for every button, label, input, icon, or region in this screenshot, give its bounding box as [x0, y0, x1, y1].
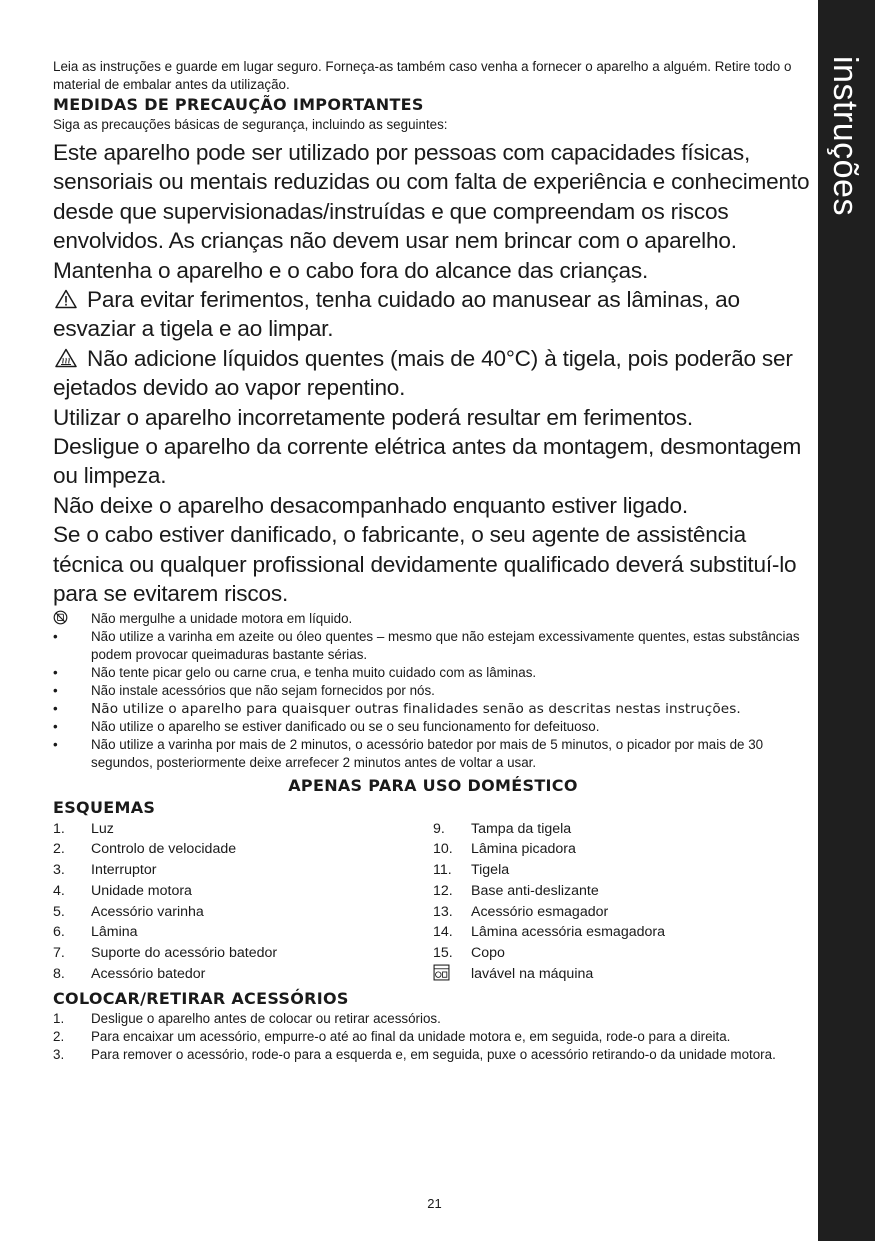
schemes-heading: ESQUEMAS: [53, 797, 156, 817]
part-item: [433, 819, 813, 840]
step-number: 2.: [53, 1028, 65, 1044]
part-label: Base anti-deslizante: [471, 882, 599, 899]
domestic-use-heading: APENAS PARA USO DOMÉSTICO: [288, 775, 578, 795]
part-label: Lâmina picadora: [471, 841, 576, 858]
step-text: Para remover o acessório, rode-o para a esquerda e, em seguida, puxe o acessório retirando-o da unidade motora.: [91, 1046, 776, 1062]
part-item: [53, 943, 433, 964]
no-immerse-marker: [53, 610, 91, 628]
bullet-row: [53, 682, 813, 700]
no-immerse-text: Não mergulhe a unidade motora em líquido.: [91, 610, 353, 626]
precaution-capacity: Este aparelho pode ser utilizado por pessoas com capacidades físicas, sensoriais ou mentais reduzidas ou com falta de experiência e conhecimento desde que supervisionadas/instruídas e que compreendam os riscos envolvidos. As crianças não devem usar nem brincar com o aparelho. Mantenha o aparelho e o cabo fora do alcance das crianças.: [53, 140, 810, 283]
part-label: Controlo de velocidade: [91, 841, 237, 858]
part-label: Tigela: [471, 862, 510, 879]
part-number: 3.: [53, 862, 65, 879]
parts-list: [53, 819, 813, 986]
accessories-heading: COLOCAR/RETIRAR ACESSÓRIOS: [53, 988, 349, 1008]
bullet-marker: •: [53, 628, 58, 644]
precaution-unplug: Desligue o aparelho da corrente elétrica antes da montagem, desmontagem ou limpeza.: [53, 434, 802, 489]
bullet-text: Não utilize a varinha em azeite ou óleo quentes – mesmo que não estejam excessivamente quentes, estas substâncias podem provocar queimaduras bastante sérias.: [91, 628, 800, 662]
part-number: 11.: [433, 862, 452, 879]
dishwasher-safe-icon: [433, 964, 450, 981]
part-item: [433, 902, 813, 923]
bullet-row: [53, 700, 813, 718]
part-label: Acessório varinha: [91, 903, 204, 920]
part-label: Luz: [91, 820, 114, 837]
precautions-subheading: Siga as precauções básicas de segurança, incluindo as seguintes:: [53, 117, 448, 132]
intro-text: Leia as instruções e guarde em lugar seguro. Forneça-as também caso venha a fornecer o aparelho a alguém. Retire todo o material de embalar antes da utilização.: [53, 59, 792, 92]
hot-surface-warning-icon: [55, 348, 77, 368]
page-number-value: 21: [427, 1196, 442, 1211]
part-item: [53, 860, 433, 881]
part-item: [53, 922, 433, 943]
part-number: 2.: [53, 841, 65, 858]
part-label: Lâmina: [91, 924, 138, 941]
part-item: [53, 839, 433, 860]
bullet-marker: •: [53, 700, 58, 716]
part-label: Tampa da tigela: [471, 820, 572, 837]
part-label: Lâmina acessória esmagadora: [471, 924, 666, 941]
part-label: Copo: [471, 945, 505, 962]
dishwasher-marker: [433, 964, 471, 986]
parts-column-left: [53, 819, 433, 986]
part-item: [53, 819, 433, 840]
dishwasher-label: lavável na máquina: [471, 966, 594, 983]
precaution-hot-liquids-text: Não adicione líquidos quentes (mais de 40°C) à tigela, pois poderão ser ejetados devido ao vapor repentino.: [53, 345, 793, 401]
part-label: Unidade motora: [91, 882, 192, 899]
precaution-hot-liquids: [53, 344, 813, 403]
bullet-text: Não utilize o aparelho para quaisquer outras finalidades senão as descritas nestas instruções.: [91, 700, 741, 717]
bullet-marker: •: [53, 682, 58, 698]
page-content: [53, 58, 813, 1064]
part-label: Suporte do acessório batedor: [91, 945, 278, 962]
part-item: [53, 964, 433, 985]
step-text: Desligue o aparelho antes de colocar ou retirar acessórios.: [91, 1010, 441, 1026]
part-number: 9.: [433, 820, 445, 837]
precaution-misuse: Utilizar o aparelho incorretamente poderá resultar em ferimentos.: [53, 404, 694, 430]
part-item: [433, 839, 813, 860]
part-number: 14.: [433, 924, 453, 941]
part-number: 15.: [433, 945, 453, 962]
sidebar-title: instruções: [826, 56, 864, 216]
step-row: [53, 1010, 813, 1028]
bullet-row: [53, 664, 813, 682]
precautions-heading: MEDIDAS DE PRECAUÇÃO IMPORTANTES: [53, 95, 424, 114]
no-immerse-row: [53, 610, 813, 628]
part-number: 6.: [53, 924, 65, 941]
bullet-marker: •: [53, 718, 58, 734]
step-text: Para encaixar um acessório, empurre-o até ao final da unidade motora e, em seguida, rode-o para a direita.: [91, 1028, 731, 1044]
part-item-dishwasher: [433, 964, 813, 986]
part-number: 5.: [53, 903, 65, 920]
part-label: Acessório batedor: [91, 966, 206, 983]
precaution-cable: Se o cabo estiver danificado, o fabricante, o seu agente de assistência técnica ou qualquer profissional devidamente qualificado deverá substituí-lo para se evitarem riscos.: [53, 522, 797, 607]
sidebar-tab: [818, 0, 875, 1241]
part-item: [433, 943, 813, 964]
part-number: 1.: [53, 820, 65, 837]
page-number: [0, 1196, 875, 1211]
bullet-row: [53, 628, 813, 664]
step-row: [53, 1046, 813, 1064]
part-item: [433, 881, 813, 902]
bullet-row: [53, 718, 813, 736]
precautions-main: [53, 138, 813, 609]
precaution-blades-text: Para evitar ferimentos, tenha cuidado ao manusear as lâminas, ao esvaziar a tigela e ao limpar.: [53, 287, 740, 342]
part-number: 4.: [53, 882, 65, 899]
bullet-marker: •: [53, 736, 58, 752]
part-item: [433, 922, 813, 943]
bullet-marker: •: [53, 664, 58, 680]
part-number: 12.: [433, 882, 453, 899]
bullet-text: Não tente picar gelo ou carne crua, e tenha muito cuidado com as lâminas.: [91, 664, 537, 680]
part-item: [433, 860, 813, 881]
bullet-row: [53, 736, 813, 772]
precaution-blades: [53, 285, 813, 344]
no-immerse-icon: [53, 610, 68, 625]
warning-triangle-icon: [55, 289, 77, 309]
part-number: 8.: [53, 966, 65, 983]
part-number: 7.: [53, 945, 65, 962]
part-label: Interruptor: [91, 862, 157, 879]
step-number: 3.: [53, 1046, 65, 1062]
part-label: Acessório esmagador: [471, 903, 609, 920]
bullet-text: Não utilize o aparelho se estiver danificado ou se o seu funcionamento for defeituoso.: [91, 718, 600, 734]
precaution-unattended: Não deixe o aparelho desacompanhado enquanto estiver ligado.: [53, 492, 688, 518]
part-number: 10.: [433, 841, 453, 858]
bullet-text: Não utilize a varinha por mais de 2 minutos, o acessório batedor por mais de 5 minutos, o picador por mais de 30 segundos, posteriormente deixe arrefecer 2 minutos antes de voltar a usar.: [91, 736, 764, 770]
bullet-text: Não instale acessórios que não sejam fornecidos por nós.: [91, 682, 435, 698]
step-number: 1.: [53, 1010, 65, 1026]
part-item: [53, 881, 433, 902]
part-item: [53, 902, 433, 923]
part-number: 13.: [433, 903, 453, 920]
step-row: [53, 1028, 813, 1046]
parts-column-right: [433, 819, 813, 986]
